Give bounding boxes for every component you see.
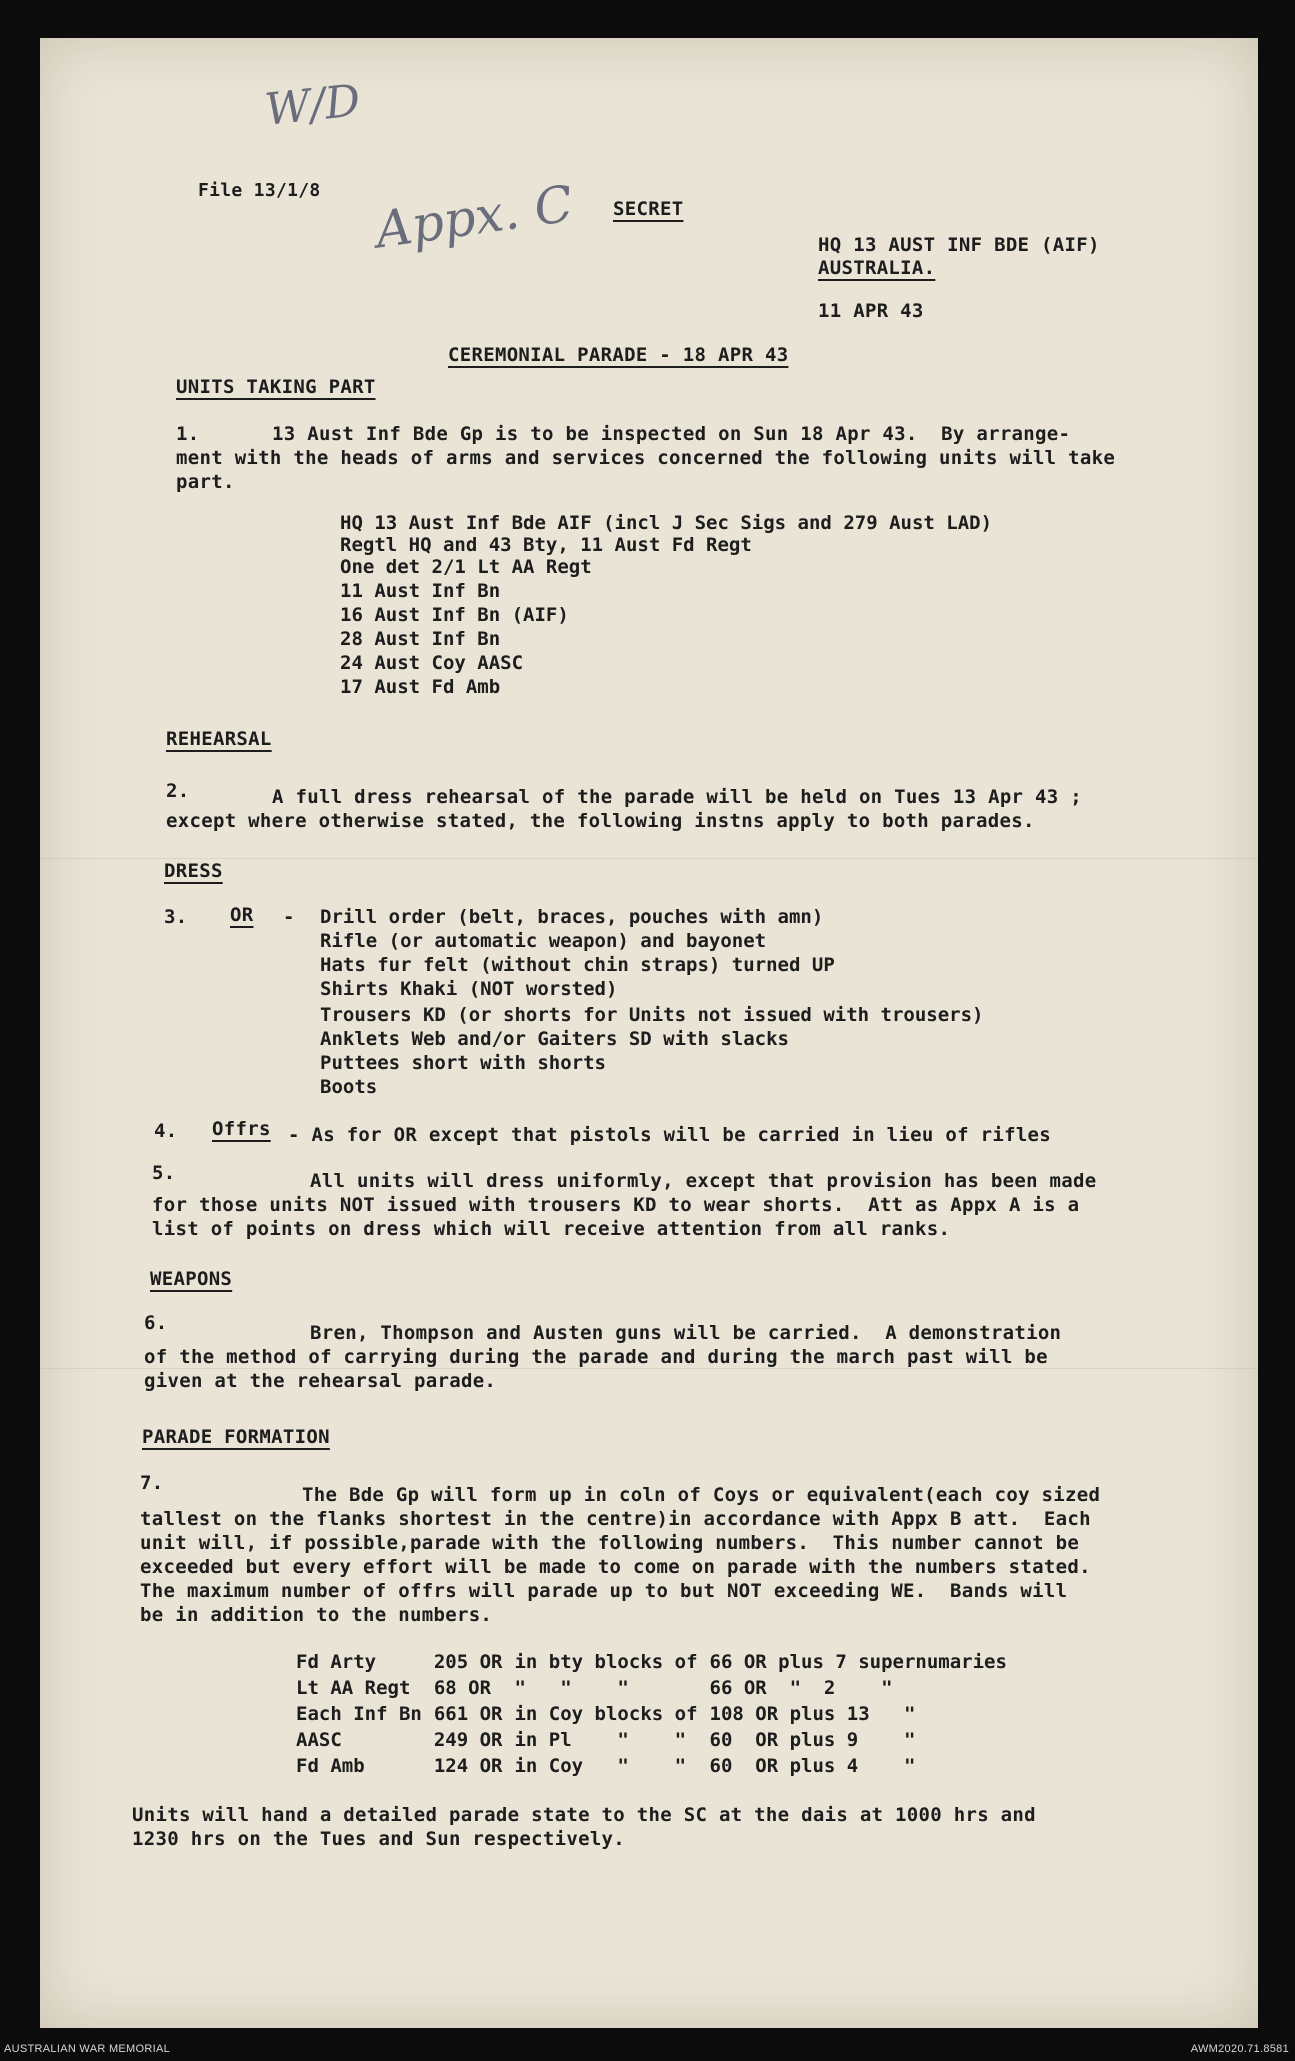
table-cell: 661 OR	[433, 1703, 503, 1725]
para-line: except where otherwise stated, the following instns apply to both parades.	[166, 810, 1035, 832]
document-date: 11 APR 43	[818, 300, 924, 322]
unit-list-item: One det 2/1 Lt AA Regt	[340, 556, 592, 578]
para-number: 5.	[152, 1162, 176, 1184]
table-cell: in bty blocks of	[514, 1651, 698, 1673]
table-row	[296, 1728, 1019, 1754]
section-heading-units: UNITS TAKING PART	[176, 376, 376, 398]
para-line: unit will, if possible,parade with the following numbers. This number cannot be	[140, 1532, 1080, 1554]
offrs-label: Offrs	[212, 1118, 271, 1140]
para-number: 3.	[164, 906, 188, 928]
para-line: given at the rehearsal parade.	[144, 1370, 497, 1392]
table-row	[296, 1650, 1019, 1676]
table-cell: 66 OR plus 7 supernumaries	[709, 1651, 1007, 1673]
dress-item: Shirts Khaki (NOT worsted)	[320, 978, 618, 1000]
table-row	[296, 1702, 1019, 1728]
table-cell: 66 OR " 2 "	[709, 1677, 893, 1699]
para-line: All units will dress uniformly, except that provision has been made	[310, 1170, 1097, 1192]
dash: -	[283, 906, 295, 928]
dress-item: Trousers KD (or shorts for Units not issued with trousers)	[320, 1004, 984, 1026]
table-cell: Fd Amb	[296, 1755, 365, 1777]
para-line: exceeded but every effort will be made to come on parade with the numbers stated.	[140, 1556, 1091, 1578]
para-line: 13 Aust Inf Bde Gp is to be inspected on Sun 18 Apr 43. By arrange-	[272, 423, 1071, 445]
paper-crease	[40, 1368, 1258, 1369]
para-number: 4.	[154, 1120, 178, 1142]
unit-list-item: 24 Aust Coy AASC	[340, 652, 524, 674]
table-cell: Lt AA Regt	[296, 1677, 411, 1699]
dress-item: Rifle (or automatic weapon) and bayonet	[320, 930, 767, 952]
unit-list-item: Regtl HQ and 43 Bty, 11 Aust Fd Regt	[340, 534, 752, 556]
para-line: Units will hand a detailed parade state to the SC at the dais at 1000 hrs and	[132, 1804, 1036, 1826]
dress-item: Boots	[320, 1076, 378, 1098]
para-line: of the method of carrying during the parade and during the march past will be	[144, 1346, 1048, 1368]
table-cell: in Pl " "	[514, 1729, 687, 1751]
section-heading-formation: PARADE FORMATION	[142, 1426, 330, 1448]
table-cell: 124 OR	[433, 1755, 503, 1777]
footer-institution: AUSTRALIAN WAR MEMORIAL	[4, 2043, 171, 2055]
dress-item: Drill order (belt, braces, pouches with amn)	[320, 906, 824, 928]
unit-list-item: HQ 13 Aust Inf Bde AIF (incl J Sec Sigs and 279 Aust LAD)	[340, 512, 993, 534]
table-cell: 205 OR	[433, 1651, 503, 1673]
document-title: CEREMONIAL PARADE - 18 APR 43	[448, 344, 789, 366]
handwritten-wd: W/D	[262, 75, 363, 136]
para-line: The maximum number of offrs will parade up to but NOT exceeding WE. Bands will	[140, 1580, 1068, 1602]
table-cell: Fd Arty	[296, 1651, 377, 1673]
dress-item: Puttees short with shorts	[320, 1052, 606, 1074]
handwritten-appendix: Appx. C	[371, 174, 577, 260]
para-number: 7.	[140, 1472, 164, 1494]
para-line: A full dress rehearsal of the parade will be held on Tues 13 Apr 43 ;	[272, 786, 1082, 808]
para-line: tallest on the flanks shortest in the centre)in accordance with Appx B att. Each	[140, 1508, 1091, 1530]
paper-crease	[40, 858, 1258, 859]
hq-line-1: HQ 13 AUST INF BDE (AIF)	[818, 234, 1100, 256]
table-cell: 108 OR plus 13 "	[709, 1703, 916, 1725]
security-classification: SECRET	[613, 198, 684, 220]
section-heading-dress: DRESS	[164, 860, 223, 882]
para-line: ment with the heads of arms and services concerned the following units will take	[176, 447, 1116, 469]
unit-list-item: 17 Aust Fd Amb	[340, 676, 501, 698]
table-cell: 60 OR plus 4 "	[709, 1755, 916, 1777]
dress-item: Hats fur felt (without chin straps) turned UP	[320, 954, 835, 976]
table-cell: 68 OR	[433, 1677, 492, 1699]
para-line: Bren, Thompson and Austen guns will be carried. A demonstration	[310, 1322, 1062, 1344]
table-cell: AASC	[296, 1729, 342, 1751]
document-page	[40, 38, 1258, 2028]
para-line: The Bde Gp will form up in coln of Coys or equivalent(each coy sized	[302, 1484, 1101, 1506]
table-row	[296, 1676, 1019, 1702]
unit-list-item: 16 Aust Inf Bn (AIF)	[340, 604, 569, 626]
table-cell: in Coy blocks of	[514, 1703, 698, 1725]
numbers-table	[296, 1650, 1019, 1780]
para-line: for those units NOT issued with trousers KD to wear shorts. Att as Appx A is a	[152, 1194, 1080, 1216]
para-line: list of points on dress which will receive attention from all ranks.	[152, 1218, 951, 1240]
dress-item: Anklets Web and/or Gaiters SD with slacks	[320, 1028, 789, 1050]
para-number: 1.	[176, 423, 200, 445]
hq-line-2: AUSTRALIA.	[818, 257, 936, 279]
unit-list-item: 28 Aust Inf Bn	[340, 628, 501, 650]
para-number: 2.	[166, 780, 190, 802]
or-label: OR	[230, 904, 254, 926]
table-cell: " " "	[514, 1677, 629, 1699]
table-row	[296, 1754, 1019, 1780]
unit-list-item: 11 Aust Inf Bn	[340, 580, 501, 602]
para-line: - As for OR except that pistols will be carried in lieu of rifles	[288, 1124, 1052, 1146]
table-cell: 60 OR plus 9 "	[709, 1729, 916, 1751]
table-cell: 249 OR	[433, 1729, 503, 1751]
para-line: be in addition to the numbers.	[140, 1604, 493, 1626]
table-cell: in Coy " "	[514, 1755, 687, 1777]
para-line: 1230 hrs on the Tues and Sun respectively.	[132, 1828, 626, 1850]
section-heading-rehearsal: REHEARSAL	[166, 728, 272, 750]
table-cell: Each Inf Bn	[296, 1703, 422, 1725]
file-reference: File 13/1/8	[198, 180, 321, 201]
para-number: 6.	[144, 1312, 168, 1334]
para-line: part.	[176, 471, 235, 493]
footer-accession-id: AWM2020.71.8581	[1190, 2043, 1289, 2055]
section-heading-weapons: WEAPONS	[150, 1268, 233, 1290]
